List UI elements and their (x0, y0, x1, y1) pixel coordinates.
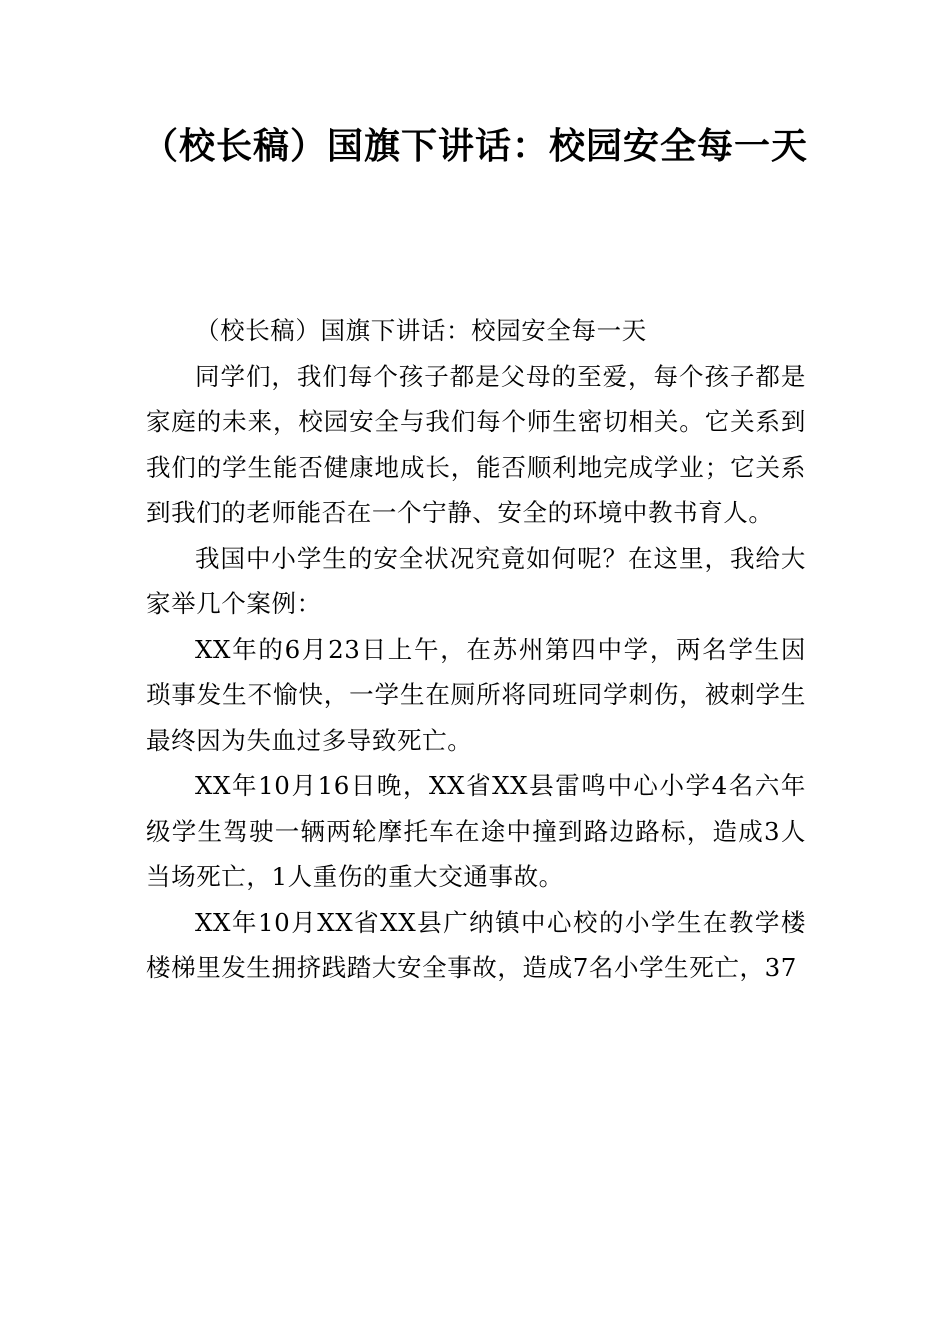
document-body (146, 308, 806, 991)
paragraph-subtitle: （校长稿）国旗下讲话：校园安全每一天 (195, 316, 647, 345)
paragraph-question: 我国中小学生的安全状况究竟如何呢？在这里，我给大家举几个案例： (146, 543, 806, 618)
paragraph-intro: 同学们，我们每个孩子都是父母的至爱，每个孩子都是家庭的未来，校园安全与我们每个师生密切相关。它关系到我们的学生能否健康地成长，能否顺利地完成学业；它关系到我们的老师能否在一个宁静、安全的环境中教书育人。 (146, 361, 806, 527)
document-title: （校长稿）国旗下讲话：校园安全每一天 (141, 126, 808, 167)
paragraph-case-3: XX年10月XX省XX县广纳镇中心校的小学生在教学楼楼梯里发生拥挤践踏大安全事故，造成7名小学生死亡，37 (146, 907, 806, 982)
paragraph-case-2: XX年10月16日晚，XX省XX县雷鸣中心小学4名六年级学生驾驶一辆两轮摩托车在途中撞到路边路标，造成3人当场死亡，1人重伤的重大交通事故。 (146, 771, 806, 891)
paragraph-case-1: XX年的6月23日上午，在苏州第四中学，两名学生因琐事发生不愉快，一学生在厕所将同班同学刺伤，被刺学生最终因为失血过多导致死亡。 (146, 634, 806, 755)
